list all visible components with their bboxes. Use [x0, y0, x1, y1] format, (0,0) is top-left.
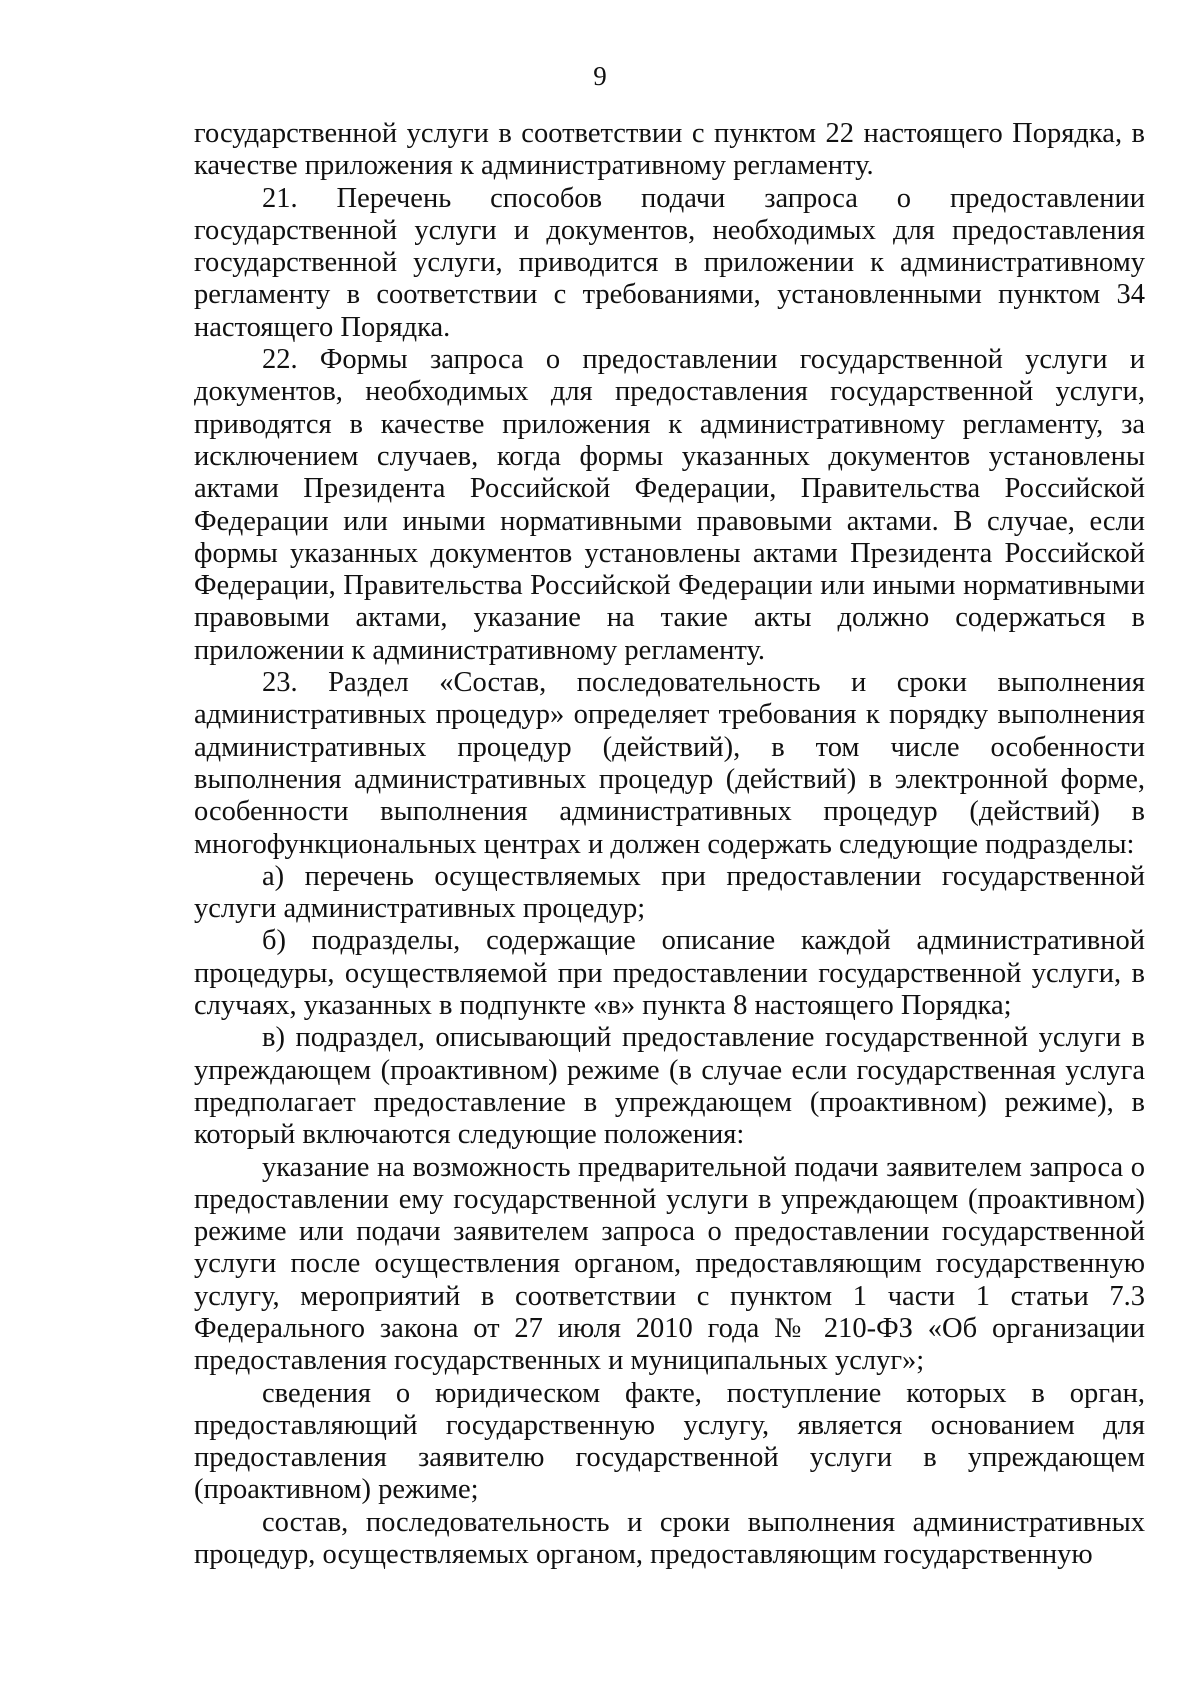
provision-legal-fact: сведения о юридическом факте, поступление которых в орган, предоставляющий государственную услугу, является основанием для предоставления заявителю государственной услуги в упреждающем (проактивном) режиме; [194, 1377, 1145, 1506]
provision-procedures: состав, последовательность и сроки выполнения административных процедур, осуществляемых органом, предоставляющим государственную [194, 1506, 1145, 1571]
provision-advance-request: указание на возможность предварительной подачи заявителем запроса о предоставлении ему государственной услуги в упреждающем (проактивном) режиме или подачи заявителем запроса о предоставлении государственной услуги после осуществления органом, предоставляющим государственную услугу, мероприятий в соответствии с пунктом 1 части 1 статьи 7.3 Федерального закона от 27 июля 2010 года № 210-ФЗ «Об организации предоставления государственных и муниципальных услуг»; [194, 1151, 1145, 1377]
subparagraph-b: б) подразделы, содержащие описание каждой административной процедуры, осуществляемой при предоставлении государственной услуги, в случаях, указанных в подпункте «в» пункта 8 настоящего Порядка; [194, 925, 1145, 1022]
paragraph-22: 22. Формы запроса о предоставлении государственной услуги и документов, необходимых для предоставления государственной услуги, приводятся в качестве приложения к административному регламенту, за исключением случаев, когда формы указанных документов установлены актами Президента Российской Федерации, Правительства Российской Федерации или иными нормативными правовыми актами. В случае, если формы указанных документов установлены актами Президента Российской Федерации, Правительства Российской Федерации или иными нормативными правовыми актами, указание на такие акты должно содержаться в приложении к административному регламенту. [194, 344, 1145, 666]
subparagraph-a: а) перечень осуществляемых при предоставлении государственной услуги административных процедур; [194, 860, 1145, 925]
paragraph-21: 21. Перечень способов подачи запроса о предоставлении государственной услуги и документов, необходимых для предоставления государственной услуги, приводится в приложении к административному регламенту в соответствии с требованиями, установленными пунктом 34 настоящего Порядка. [194, 182, 1145, 343]
document-body [194, 118, 1145, 1571]
page-number: 9 [593, 61, 607, 91]
paragraph-23: 23. Раздел «Состав, последовательность и сроки выполнения административных процедур» определяет требования к порядку выполнения административных процедур (действий), в том числе особенности выполнения административных процедур (действий) в электронной форме, особенности выполнения административных процедур (действий) в многофункциональных центрах и должен содержать следующие подразделы: [194, 667, 1145, 860]
paragraph-continuation: государственной услуги в соответствии с пунктом 22 настоящего Порядка, в качестве приложения к административному регламенту. [194, 118, 1145, 182]
subparagraph-v: в) подраздел, описывающий предоставление государственной услуги в упреждающем (проактивном) режиме (в случае если государственная услуга предполагает предоставление в упреждающем (проактивном) режиме), в который включаются следующие положения: [194, 1022, 1145, 1151]
